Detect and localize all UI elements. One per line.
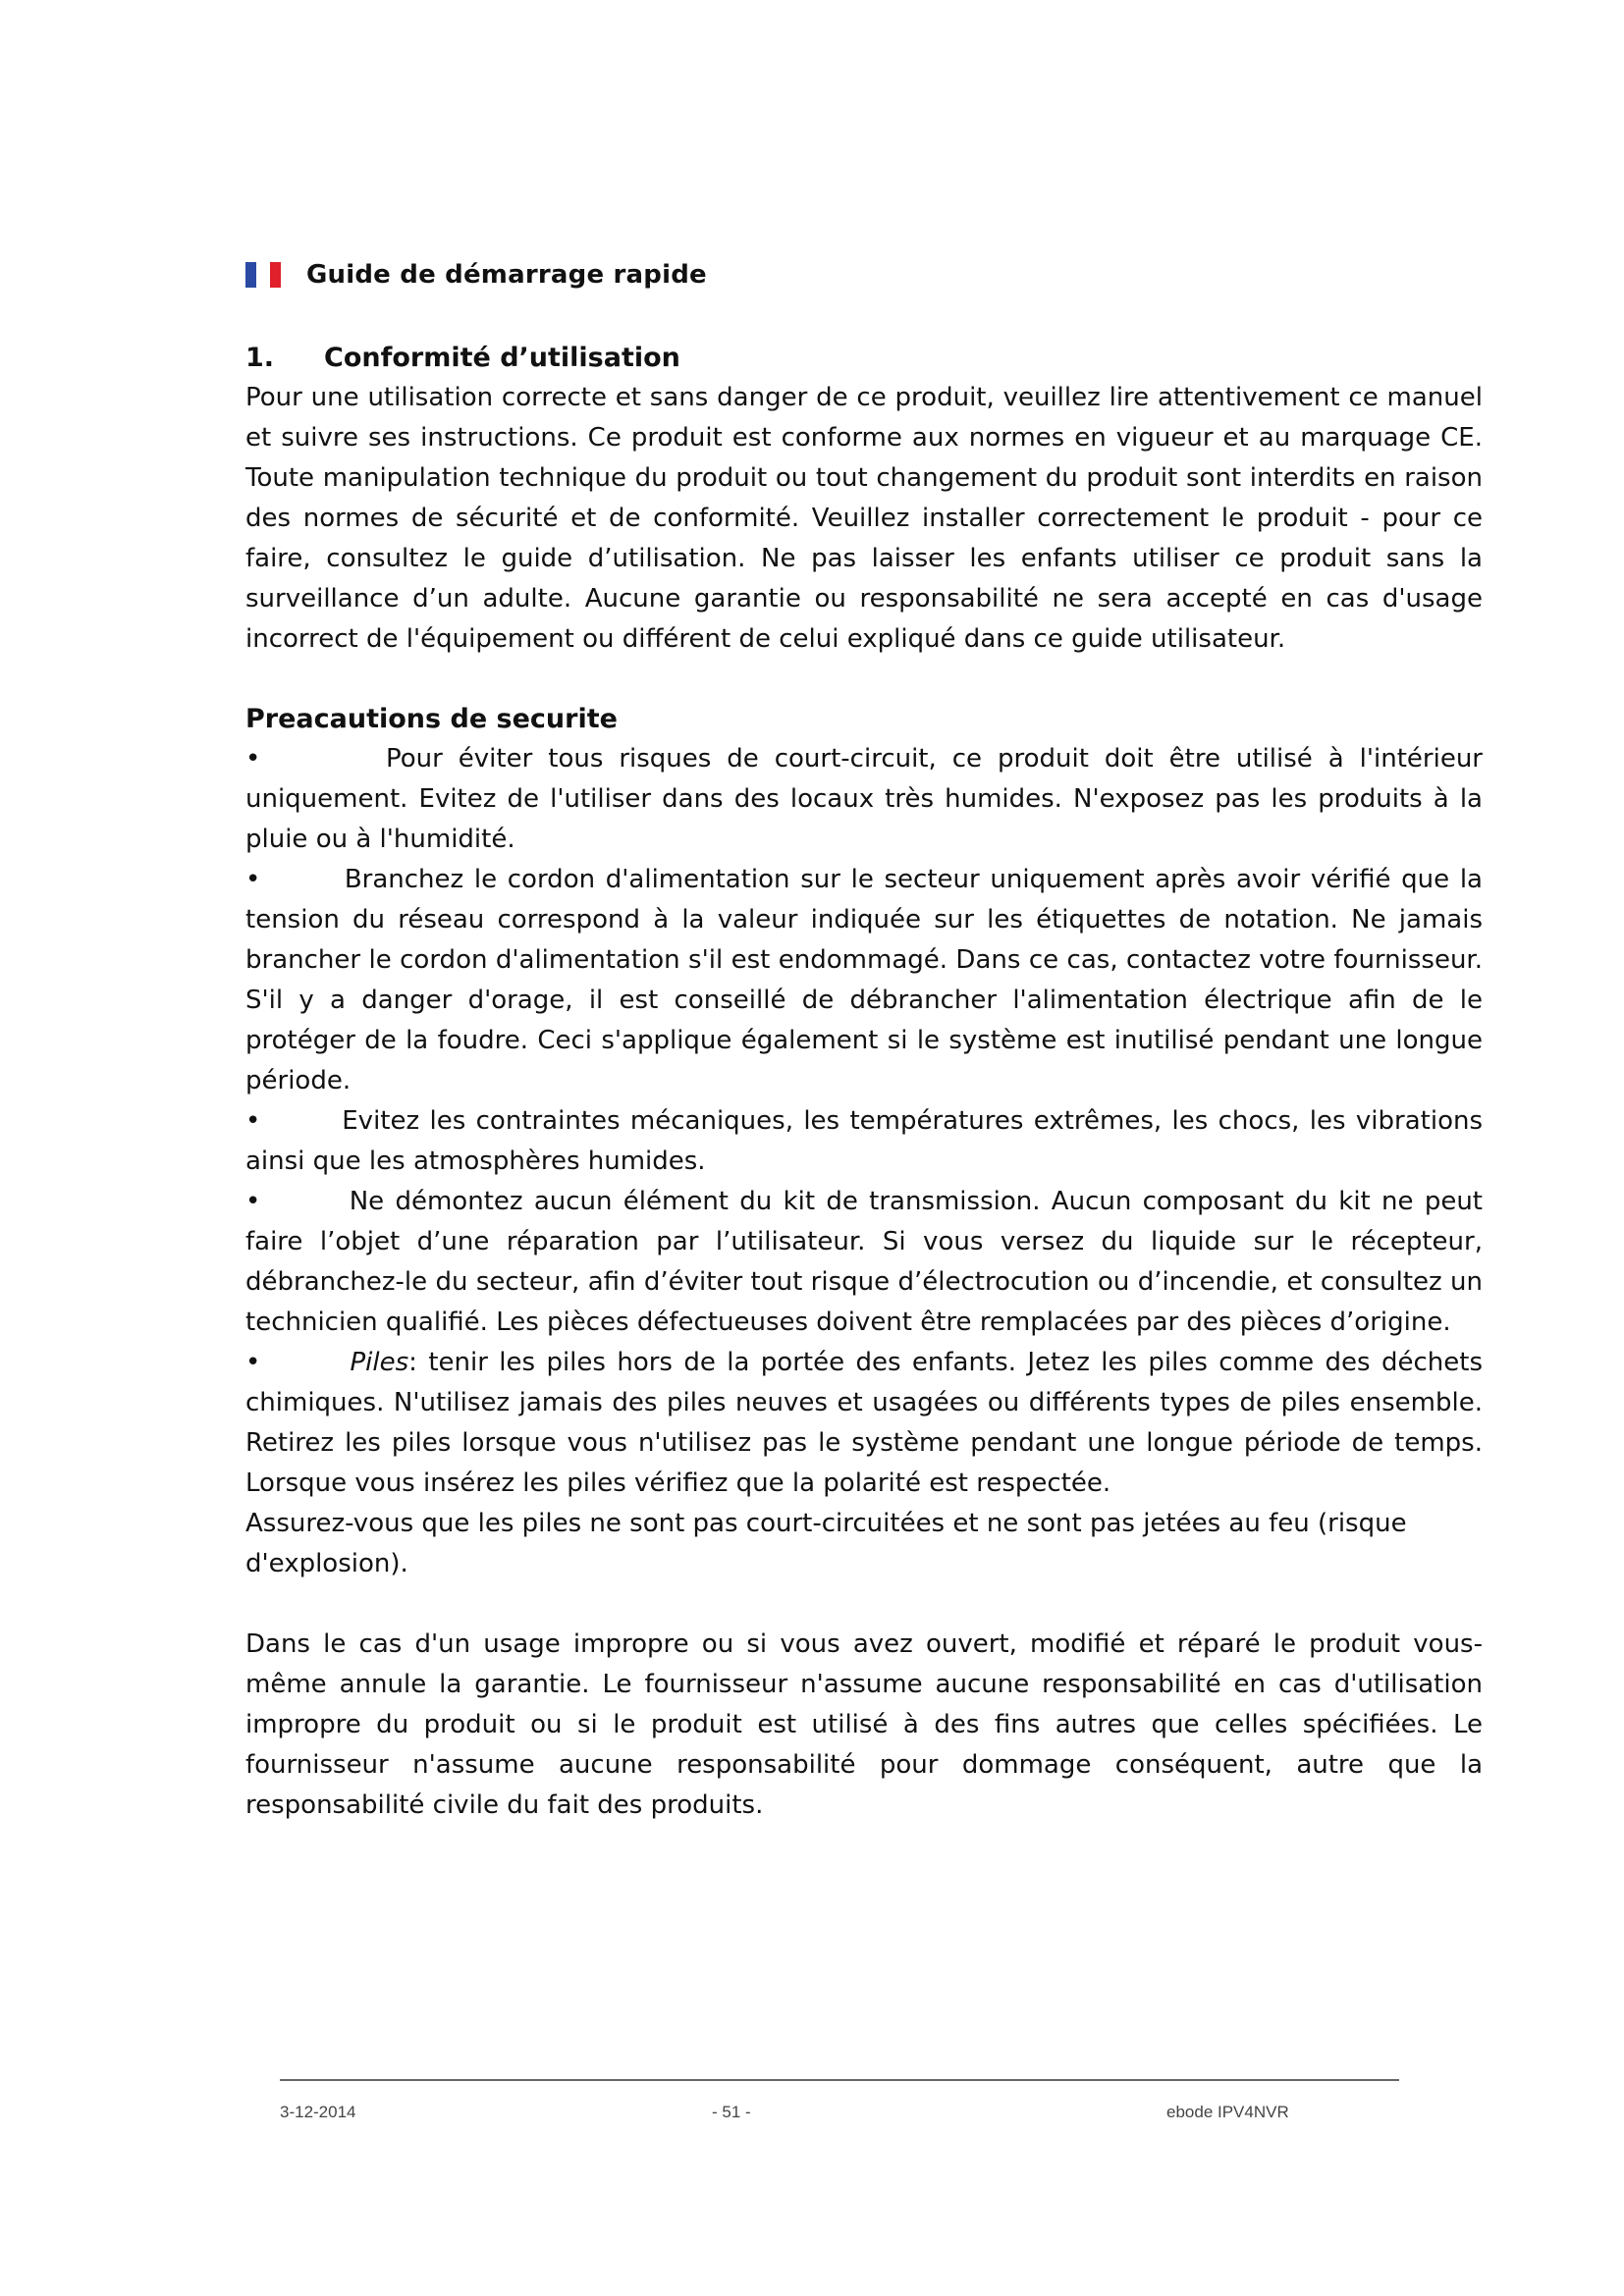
bullet-icon: • xyxy=(245,865,261,894)
closing-paragraph: Dans le cas d'un usage impropre ou si vous avez ouvert, modifié et réparé le produit vous-même annule la garantie. Le fournisseur n'assume aucune responsabilité en cas d'utilisation impropre du produit ou si le produit est utilisé à des fins autres que celles spécifiées. Le fournisseur n'assume aucune responsabilité pour dommage conséquent, autre que la responsabilité civile du fait des produits. xyxy=(245,1629,1483,1820)
footer-divider xyxy=(280,2079,1399,2081)
footer-product: ebode IPV4NVR xyxy=(1166,2103,1289,2121)
list-item xyxy=(245,739,1483,860)
list-item-text: Ne démontez aucun élément du kit de transmission. Aucun composant du kit ne peut faire l’objet d’une réparation par l’utilisateur. Si vous versez du liquide sur le récepteur, débranchez-le du secteur, afin d’éviter tout risque d’électrocution ou d’incendie, et consultez un technicien qualifié. Les pièces défectueuses doivent être remplacées par des pièces d’origine. xyxy=(245,1187,1483,1337)
section-heading xyxy=(245,339,1483,378)
battery-extra: Assurez-vous que les piles ne sont pas court-circuitées et ne sont pas jetées au feu (risque d'explosion). xyxy=(245,1509,1407,1578)
list-item-text: Evitez les contraintes mécaniques, les températures extrêmes, les chocs, les vibrations ainsi que les atmosphères humides. xyxy=(245,1106,1483,1176)
document-body xyxy=(245,339,1483,1826)
guide-heading xyxy=(245,257,707,293)
guide-title: Guide de démarrage rapide xyxy=(306,260,707,290)
footer-page-number: - 51 - xyxy=(712,2103,751,2121)
section-title: Conformité d’utilisation xyxy=(324,343,680,373)
bullet-icon: • xyxy=(245,1106,261,1136)
bullet-icon: • xyxy=(245,1187,261,1216)
section-number: 1. xyxy=(245,343,275,373)
precautions-list xyxy=(245,739,1483,1584)
precautions-heading: Preacautions de securite xyxy=(245,704,618,734)
list-item xyxy=(245,860,1483,1101)
battery-label: Piles xyxy=(350,1348,409,1377)
list-item-text: Pour éviter tous risques de court-circuit, ce produit doit être utilisé à l'intérieur uniquement. Evitez de l'utiliser dans des locaux très humides. N'exposez pas les produits à la pluie ou à l'humidité. xyxy=(245,744,1483,854)
conformity-paragraph: Pour une utilisation correcte et sans danger de ce produit, veuillez lire attentivement ce manuel et suivre ses instructions. Ce produit est conforme aux normes en vigueur et au marquage CE. Toute manipulation technique du produit ou tout changement du produit sont interdits en raison des normes de sécurité et de conformité. Veuillez installer correctement le produit - pour ce faire, consultez le guide d’utilisation. Ne pas laisser les enfants utiliser ce produit sans la surveillance d’un adulte. Aucune garantie ou responsabilité ne sera accepté en cas d'usage incorrect de l'équipement ou différent de celui expliqué dans ce guide utilisateur. xyxy=(245,383,1483,654)
list-item xyxy=(245,1343,1483,1504)
list-item xyxy=(245,1182,1483,1343)
bullet-icon: • xyxy=(245,1348,261,1377)
french-flag-icon xyxy=(245,262,283,288)
battery-text: : tenir les piles hors de la portée des enfants. Jetez les piles comme des déchets chimiques. N'utilisez jamais des piles neuves et usagées ou différents types de piles ensemble. Retirez les piles lorsque vous n'utilisez pas le système pendant une longue période de temps. Lorsque vous insérez les piles vérifiez que la polarité est respectée. xyxy=(245,1348,1483,1498)
bullet-icon: • xyxy=(245,744,261,774)
list-item-text: Branchez le cordon d'alimentation sur le secteur uniquement après avoir vérifié que la tension du réseau correspond à la valeur indiquée sur les étiquettes de notation. Ne jamais brancher le cordon d'alimentation s'il est endommagé. Dans ce cas, contactez votre fournisseur. S'il y a danger d'orage, il est conseillé de débrancher l'alimentation électrique afin de le protéger de la foudre. Ceci s'applique également si le système est inutilisé pendant une longue période. xyxy=(245,865,1483,1095)
list-item xyxy=(245,1101,1483,1182)
footer-date: 3-12-2014 xyxy=(280,2103,356,2121)
